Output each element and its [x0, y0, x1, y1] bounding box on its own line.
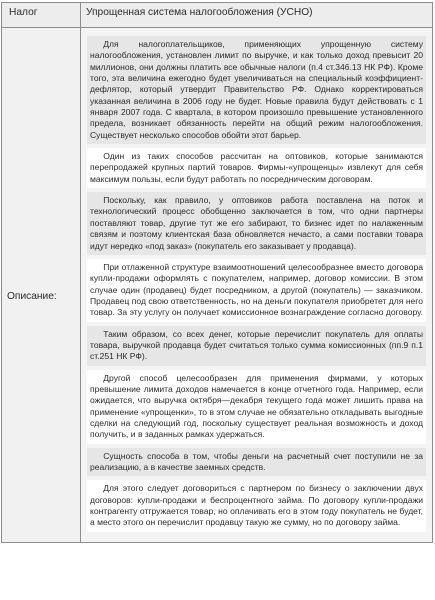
paragraph-7: Сущность способа в том, чтобы деньги на расчетный счет поступили не за реализацию, а в качестве заемных средств. — [87, 448, 426, 477]
description-label-cell — [2, 28, 81, 543]
header-cell-system: Упрощенная система налогообложения (УСНО) — [81, 3, 433, 28]
description-text-cell — [81, 28, 433, 543]
paragraph-8: Для этого следует договориться с партнером по бизнесу о заключении двух договоров: купли-продажи и беспроцентного займа. По договору купли-продажи контрагенту отгружается товар, но оплачивать его в этом году покупатель не будет, а место этого он перечислит продавцу такую же сумму, но по договору займа. — [87, 480, 426, 531]
description-label: Описание: — [7, 291, 57, 303]
paragraph-6: Другой способ целесообразен для применения фирмами, у которых превышение лимита доходов намечается в конце отчетного года. Например, если ожидается, что выручка октября—декабря текущего года может лишить права на применение «упрощенки», то в этом случае не обязательно откладывать выгодные сделки на следующий год, поскольку существует реальная возможность и доход получить, и в заданных рамках удержаться. — [87, 370, 426, 444]
header-cell-tax: Налог — [2, 3, 81, 28]
paragraph-1: Для налогоплательщиков, применяющих упрощенную систему налогообложения, установлен лимит по выручке, и как только доход превысит 20 миллионов, они должны платить все обычные налоги (п.4 ст.346.13 НК РФ). Кроме того, эта величина ежегодно будет увеличиваться на специальный коэффициент-дефлятор, который утвердит Правительство РФ. Однако корректироваться указанная величина в 2006 году не будет. Новые правила будут действовать с 1 января 2007 года. С квартала, в котором произошло превышение установленного предела, возникает обязанность перейти на общий режим налогообложения. Существует несколько способов обойти этот барьер. — [87, 36, 426, 144]
table-row-description — [2, 28, 433, 543]
table-header-row — [2, 3, 433, 28]
paragraph-5: Таким образом, со всех денег, которые перечислит покупатель для оплаты товара, выручкой продавца будет считаться только сумма комиссионных (пп.9 п.1 ст.251 НК РФ). — [87, 326, 426, 366]
paragraph-2: Один из таких способов рассчитан на оптовиков, которые занимаются перепродажей крупных партий товаров. Фирмы-«упрощенцы» извлекут для себя максимум пользы, если будут работать по посредническим договорам. — [87, 148, 426, 188]
paragraph-3: Поскольку, как правило, у оптовиков работа поставлена на поток и технологический процесс обобщенно заключается в том, что одни партнеры поставляют товар, другие тут же его забирают, то бизнес идет по налаженным связям и поэтому клиентская база обновляется нечасто, а сами поставки товара идут нередко «под заказ» (покупатель его заказывает у продавца). — [87, 192, 426, 255]
tax-description-table — [1, 2, 433, 543]
paragraph-4: При отлаженной структуре взаимоотношений целесообразнее вместо договора купли-продажи оформлять с покупателем, например, договор комиссии. В этом случае один (продавец) будет посредником, а другой (покупатель) — заказчиком. Продавец под свою ответственность, но на деньги покупателя приобретет для него товар. За эту услугу он получает комиссионное вознаграждение согласно договору. — [87, 259, 426, 322]
